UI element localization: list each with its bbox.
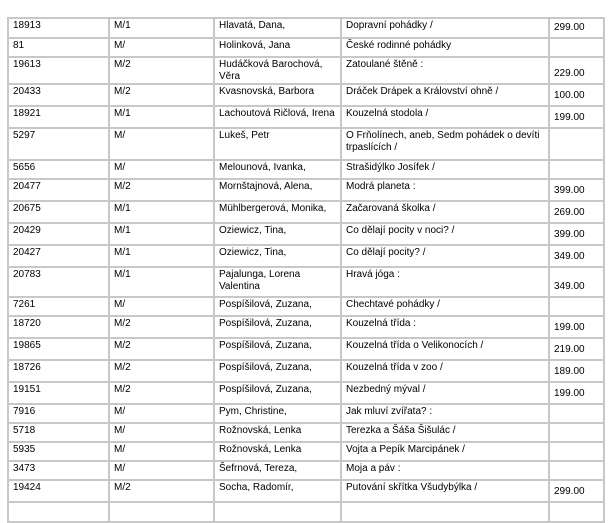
record-id-cell: 18726 (8, 360, 109, 382)
shelf-code-cell: M/ (109, 423, 214, 442)
shelf-code-cell: M/ (109, 404, 214, 423)
table-row (8, 404, 604, 423)
title-cell: Nezbedný mýval / (341, 382, 549, 404)
title-cell: Dopravní pohádky / (341, 18, 549, 38)
record-id-cell: 7916 (8, 404, 109, 423)
author-cell: Lukeš, Petr (214, 128, 341, 160)
shelf-code-cell: M/2 (109, 480, 214, 502)
title-cell: Kouzelná stodola / (341, 106, 549, 128)
title-cell: Co dělají pocity v noci? / (341, 223, 549, 245)
title-cell: Začarovaná školka / (341, 201, 549, 223)
author-cell: Melounová, Ivanka, (214, 160, 341, 179)
table-row (8, 442, 604, 461)
table-row (8, 297, 604, 316)
title-cell: Co dělají pocity? / (341, 245, 549, 267)
shelf-code-cell: M/2 (109, 179, 214, 201)
shelf-code-cell: M/2 (109, 382, 214, 404)
title-cell: Dráček Drápek a Království ohně / (341, 84, 549, 106)
record-id-cell (8, 502, 109, 522)
table-row (8, 360, 604, 382)
author-cell: Hlavatá, Dana, (214, 18, 341, 38)
title-cell: Moja a páv : (341, 461, 549, 480)
author-cell: Pospíšilová, Zuzana, (214, 382, 341, 404)
author-cell: Šefrnová, Tereza, (214, 461, 341, 480)
record-id-cell: 18720 (8, 316, 109, 338)
price-cell: 299.00 (549, 18, 604, 38)
shelf-code-cell: M/ (109, 461, 214, 480)
title-cell (341, 502, 549, 522)
title-cell: Kouzelná třída o Velikonocích / (341, 338, 549, 360)
record-id-cell: 20477 (8, 179, 109, 201)
shelf-code-cell: M/ (109, 38, 214, 57)
author-cell: Pym, Christine, (214, 404, 341, 423)
table-row (8, 160, 604, 179)
table-row (8, 382, 604, 404)
shelf-code-cell: M/2 (109, 360, 214, 382)
shelf-code-cell: M/1 (109, 201, 214, 223)
price-cell (549, 461, 604, 480)
table-row (8, 201, 604, 223)
author-cell: Lachoutová Ričlová, Irena (214, 106, 341, 128)
price-cell (549, 160, 604, 179)
title-cell: Vojta a Pepík Marcipánek / (341, 442, 549, 461)
title-cell: Hravá jóga : (341, 267, 549, 297)
title-cell: Kouzelná třída : (341, 316, 549, 338)
table-row (8, 338, 604, 360)
record-id-cell: 18913 (8, 18, 109, 38)
shelf-code-cell: M/2 (109, 316, 214, 338)
shelf-code-cell: M/ (109, 297, 214, 316)
table-row (8, 57, 604, 84)
table-row (8, 179, 604, 201)
author-cell: Mornštajnová, Alena, (214, 179, 341, 201)
record-id-cell: 20429 (8, 223, 109, 245)
shelf-code-cell (109, 502, 214, 522)
price-cell (549, 502, 604, 522)
record-id-cell: 3473 (8, 461, 109, 480)
shelf-code-cell: M/2 (109, 84, 214, 106)
author-cell: Rožnovská, Lenka (214, 442, 341, 461)
author-cell: Oziewicz, Tina, (214, 223, 341, 245)
shelf-code-cell: M/ (109, 128, 214, 160)
record-id-cell: 5935 (8, 442, 109, 461)
record-id-cell: 20675 (8, 201, 109, 223)
title-cell: České rodinné pohádky (341, 38, 549, 57)
price-cell (549, 38, 604, 57)
shelf-code-cell: M/1 (109, 223, 214, 245)
record-id-cell: 5297 (8, 128, 109, 160)
price-cell (549, 128, 604, 160)
shelf-code-cell: M/2 (109, 57, 214, 84)
price-cell: 349.00 (549, 245, 604, 267)
author-cell: Pajalunga, Lorena Valentina (214, 267, 341, 297)
price-cell: 269.00 (549, 201, 604, 223)
catalog-table (7, 17, 605, 523)
shelf-code-cell: M/ (109, 442, 214, 461)
shelf-code-cell: M/2 (109, 338, 214, 360)
record-id-cell: 19424 (8, 480, 109, 502)
price-cell (549, 404, 604, 423)
price-cell: 199.00 (549, 106, 604, 128)
table-row (8, 18, 604, 38)
title-cell: Jak mluví zvířata? : (341, 404, 549, 423)
shelf-code-cell: M/1 (109, 18, 214, 38)
title-cell: Terezka a Šáša Šišulác / (341, 423, 549, 442)
record-id-cell: 20783 (8, 267, 109, 297)
table-row (8, 423, 604, 442)
author-cell: Socha, Radomír, (214, 480, 341, 502)
author-cell: Pospíšilová, Zuzana, (214, 297, 341, 316)
price-cell: 199.00 (549, 382, 604, 404)
table-row (8, 84, 604, 106)
table-row (8, 223, 604, 245)
author-cell: Pospíšilová, Zuzana, (214, 360, 341, 382)
record-id-cell: 7261 (8, 297, 109, 316)
author-cell: Pospíšilová, Zuzana, (214, 316, 341, 338)
title-cell: Kouzelná třída v zoo / (341, 360, 549, 382)
price-cell: 229.00 (549, 57, 604, 84)
shelf-code-cell: M/ (109, 160, 214, 179)
title-cell: Putování skřítka Všudybýlka / (341, 480, 549, 502)
catalog-table-body (8, 18, 604, 522)
table-row (8, 502, 604, 522)
record-id-cell: 20433 (8, 84, 109, 106)
record-id-cell: 18921 (8, 106, 109, 128)
price-cell: 399.00 (549, 223, 604, 245)
author-cell: Holinková, Jana (214, 38, 341, 57)
title-cell: Chechtavé pohádky / (341, 297, 549, 316)
price-cell: 199.00 (549, 316, 604, 338)
table-row (8, 461, 604, 480)
author-cell (214, 502, 341, 522)
table-row (8, 480, 604, 502)
table-row (8, 267, 604, 297)
shelf-code-cell: M/1 (109, 245, 214, 267)
title-cell: O Frňolínech, aneb, Sedm pohádek o devíti trpaslících / (341, 128, 549, 160)
table-row (8, 316, 604, 338)
price-cell (549, 442, 604, 461)
price-cell: 349.00 (549, 267, 604, 297)
price-cell: 299.00 (549, 480, 604, 502)
table-row (8, 106, 604, 128)
table-row (8, 38, 604, 57)
price-cell (549, 423, 604, 442)
price-cell: 189.00 (549, 360, 604, 382)
record-id-cell: 20427 (8, 245, 109, 267)
price-cell (549, 297, 604, 316)
shelf-code-cell: M/1 (109, 106, 214, 128)
price-cell: 399.00 (549, 179, 604, 201)
author-cell: Hudáčková Barochová, Věra (214, 57, 341, 84)
title-cell: Zatoulané štěně : (341, 57, 549, 84)
record-id-cell: 19613 (8, 57, 109, 84)
author-cell: Pospíšilová, Zuzana, (214, 338, 341, 360)
record-id-cell: 5656 (8, 160, 109, 179)
author-cell: Kvasnovská, Barbora (214, 84, 341, 106)
table-row (8, 245, 604, 267)
author-cell: Mühlbergerová, Monika, (214, 201, 341, 223)
author-cell: Oziewicz, Tina, (214, 245, 341, 267)
record-id-cell: 19865 (8, 338, 109, 360)
record-id-cell: 81 (8, 38, 109, 57)
title-cell: Strašidýlko Josífek / (341, 160, 549, 179)
shelf-code-cell: M/1 (109, 267, 214, 297)
record-id-cell: 5718 (8, 423, 109, 442)
title-cell: Modrá planeta : (341, 179, 549, 201)
record-id-cell: 19151 (8, 382, 109, 404)
price-cell: 100.00 (549, 84, 604, 106)
price-cell: 219.00 (549, 338, 604, 360)
table-row (8, 128, 604, 160)
author-cell: Rožnovská, Lenka (214, 423, 341, 442)
